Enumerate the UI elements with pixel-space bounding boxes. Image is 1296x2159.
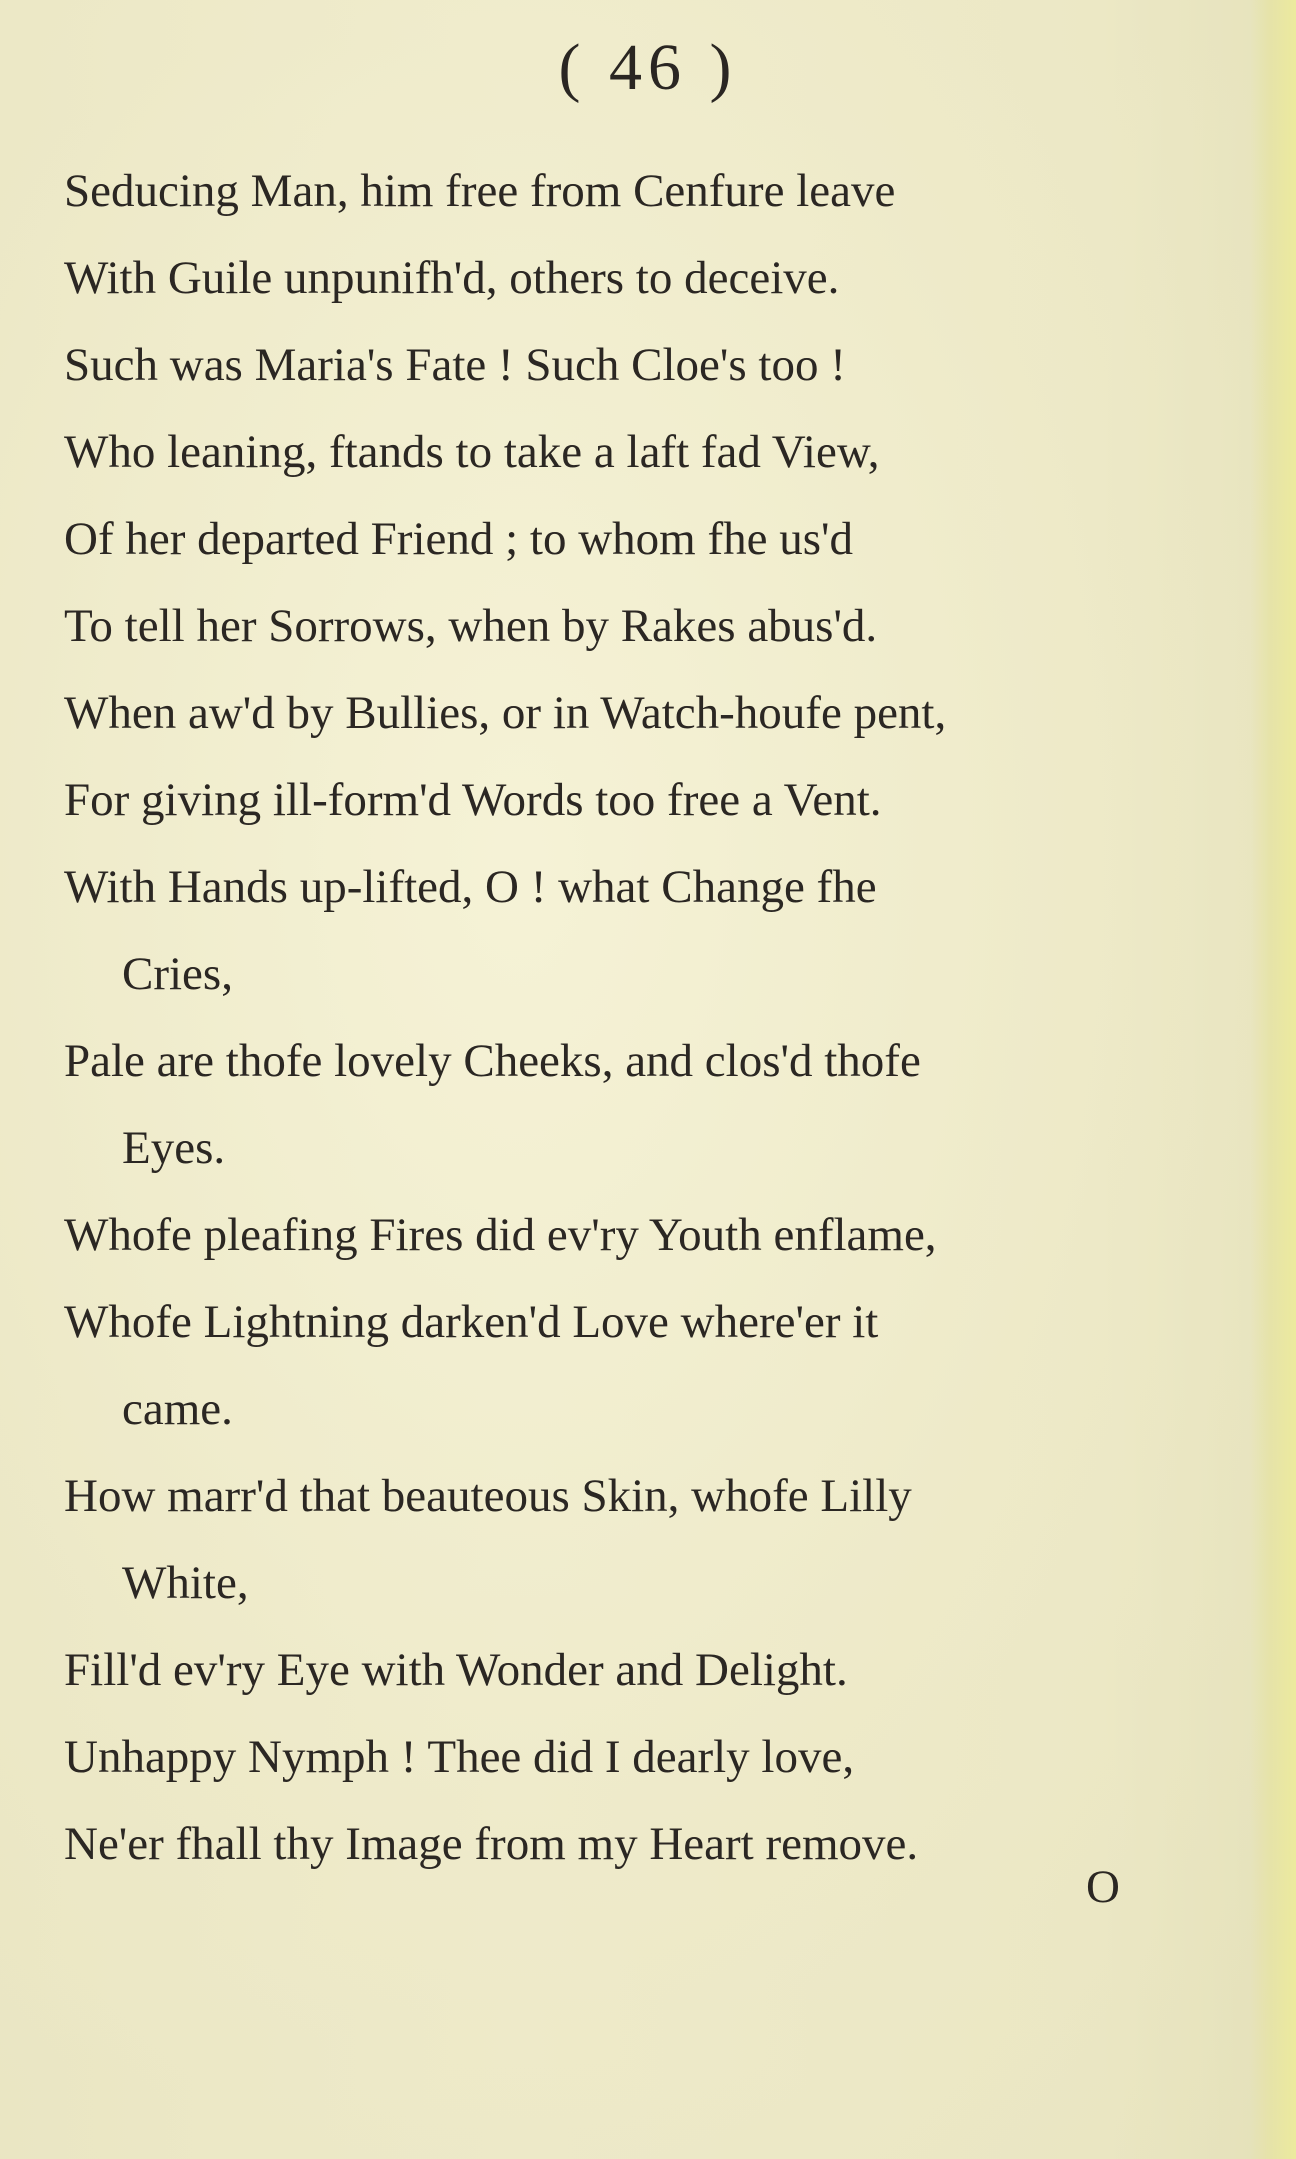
verse-line: Unhappy Nymph ! Thee did I dearly love, xyxy=(64,1731,855,1783)
verse-line-continuation: Cries, xyxy=(122,948,233,1000)
verse-line: Who leaning, ftands to take a laft fad View, xyxy=(64,426,880,478)
verse-line: Seducing Man, him free from Cenfure leave xyxy=(64,165,896,217)
verse-line: For giving ill-form'd Words too free a Vent. xyxy=(64,774,882,826)
verse-line: To tell her Sorrows, when by Rakes abus'd. xyxy=(64,600,878,652)
verse-line: When aw'd by Bullies, or in Watch-houfe pent, xyxy=(64,687,947,739)
catchword: O xyxy=(1086,1861,1120,1913)
verse-line: Pale are thofe lovely Cheeks, and clos'd thofe xyxy=(64,1035,921,1087)
verse-line: How marr'd that beauteous Skin, whofe Lilly xyxy=(64,1470,912,1522)
verse-line: With Guile unpunifh'd, others to deceive. xyxy=(64,252,840,304)
page-number: ( 46 ) xyxy=(558,31,738,104)
verse-line: With Hands up-lifted, O ! what Change fhe xyxy=(64,861,877,913)
verse-line: Whofe pleafing Fires did ev'ry Youth enflame, xyxy=(64,1209,937,1261)
poem-text xyxy=(64,148,1124,1888)
verse-line: Fill'd ev'ry Eye with Wonder and Delight. xyxy=(64,1644,848,1696)
verse-line-continuation: White, xyxy=(122,1557,249,1609)
verse-line: Such was Maria's Fate ! Such Cloe's too ! xyxy=(64,339,846,391)
verse-line: Of her departed Friend ; to whom fhe us'd xyxy=(64,513,853,565)
page-edge xyxy=(1250,0,1296,2159)
verse-line-continuation: Eyes. xyxy=(122,1122,226,1174)
verse-line-continuation: came. xyxy=(122,1383,233,1435)
verse-line: Whofe Lightning darken'd Love where'er it xyxy=(64,1296,879,1348)
verse-line: Ne'er fhall thy Image from my Heart remove. xyxy=(64,1818,919,1870)
